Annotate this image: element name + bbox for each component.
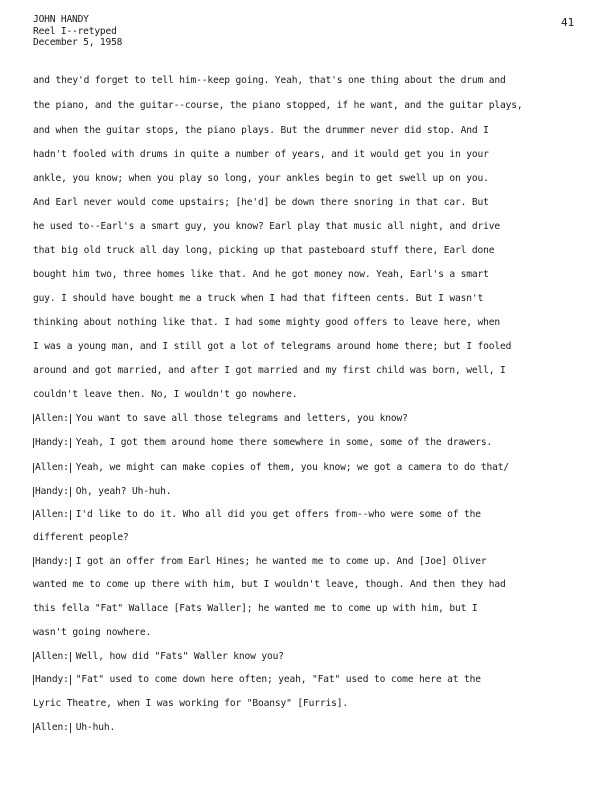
line-text: couldn't leave then. No, I wouldn't go nowhere. <box>33 389 298 400</box>
speaker-label: Allen: <box>35 413 69 424</box>
transcript-line <box>33 173 489 184</box>
line-text: ankle, you know; when you play so long, your ankles begin to get swell up on you. <box>33 173 489 184</box>
line-text: I'd like to do it. Who all did you get offers from--who were some of the <box>75 509 481 520</box>
transcript-line <box>33 100 522 111</box>
line-text: and when the guitar stops, the piano plays. But the drummer never did stop. And I <box>33 125 489 136</box>
transcript-line <box>33 317 500 328</box>
line-text: guy. I should have bought me a truck when I had that fifteen cents. But I wasn't <box>33 293 484 304</box>
transcript-line <box>33 603 477 614</box>
transcript-line <box>33 125 489 136</box>
speaker-label: Allen: <box>35 462 69 473</box>
line-text: Yeah, I got them around home there somewhere in some, some of the drawers. <box>75 437 493 448</box>
interviewee-name: JOHN HANDY <box>33 14 89 25</box>
speaker-label: Handy: <box>35 486 69 497</box>
speaker-label: Allen: <box>35 722 69 733</box>
line-text: I was a young man, and I still got a lot of telegrams around home there; but I fooled <box>33 341 512 352</box>
transcript-line <box>33 698 348 709</box>
transcript-line <box>33 486 171 497</box>
transcript-line <box>33 365 506 376</box>
transcript-line <box>33 293 483 304</box>
transcript-line <box>33 509 481 520</box>
speaker-label: Allen: <box>35 509 69 520</box>
line-text: Well, how did "Fats" Waller know you? <box>75 651 284 662</box>
speaker-label: Handy: <box>35 437 69 448</box>
line-text: around and got married, and after I got married and my first child was born, well, I <box>33 365 506 376</box>
line-text: different people? <box>33 532 129 543</box>
line-text: that big old truck all day long, picking up that pasteboard stuff there, Earl done <box>33 245 495 256</box>
line-text: hadn't fooled with drums in quite a number of years, and it would get you in your <box>33 149 489 160</box>
line-text: wanted me to come up there with him, but I wouldn't leave, though. And then they had <box>33 579 506 590</box>
line-text: wasn't going nowhere. <box>33 627 152 638</box>
line-text: Yeah, we might can make copies of them, you know; we got a camera to do that/ <box>75 462 509 473</box>
transcript-line <box>33 532 129 543</box>
transcript-line <box>33 245 494 256</box>
transcript-line <box>33 413 408 424</box>
transcript-line <box>33 75 506 86</box>
line-text: Uh-huh. <box>75 722 116 733</box>
transcript-line <box>33 389 297 400</box>
transcript-line <box>33 556 486 567</box>
transcript-line <box>33 651 284 662</box>
line-text: Lyric Theatre, when I was working for "Boansy" [Furris]. <box>33 698 349 709</box>
line-text: he used to--Earl's a smart guy, you know? Earl play that music all night, and drive <box>33 221 500 232</box>
transcript-line <box>33 149 489 160</box>
transcript-line <box>33 437 492 448</box>
transcript-line <box>33 627 151 638</box>
line-text: "Fat" used to come down here often; yeah, "Fat" used to come here at the <box>75 674 481 685</box>
reel-label: Reel I--retyped <box>33 25 117 37</box>
line-text: thinking about nothing like that. I had some mighty good offers to leave here, when <box>33 317 500 328</box>
line-text: bought him two, three homes like that. And he got money now. Yeah, Earl's a smart <box>33 269 489 280</box>
transcript-line <box>33 197 489 208</box>
line-text: And Earl never would come upstairs; [he'd] be down there snoring in that car. But <box>33 197 489 208</box>
speaker-label: Handy: <box>35 674 69 685</box>
transcript-line <box>33 579 506 590</box>
line-text: the piano, and the guitar--course, the piano stopped, if he want, and the guitar plays, <box>33 100 523 111</box>
speaker-label: Allen: <box>35 651 69 662</box>
line-text: You want to save all those telegrams and letters, you know? <box>75 413 408 424</box>
line-text: and they'd forget to tell him--keep going. Yeah, that's one thing about the drum and <box>33 75 506 86</box>
transcript-line <box>33 722 115 733</box>
line-text: this fella "Fat" Wallace [Fats Waller]; he wanted me to come up with him, but I <box>33 603 478 614</box>
transcript-line <box>33 674 481 685</box>
transcript-line <box>33 269 489 280</box>
page-number: 41 <box>561 16 575 29</box>
speaker-label: Handy: <box>35 556 69 567</box>
transcript-line <box>33 221 500 232</box>
document-header <box>33 14 122 49</box>
transcript-line <box>33 462 509 473</box>
line-text: I got an offer from Earl Hines; he wanted me to come up. And [Joe] Oliver <box>75 556 487 567</box>
interview-date: December 5, 1958 <box>33 37 123 48</box>
line-text: Oh, yeah? Uh-huh. <box>75 486 172 497</box>
transcript-line <box>33 341 511 352</box>
